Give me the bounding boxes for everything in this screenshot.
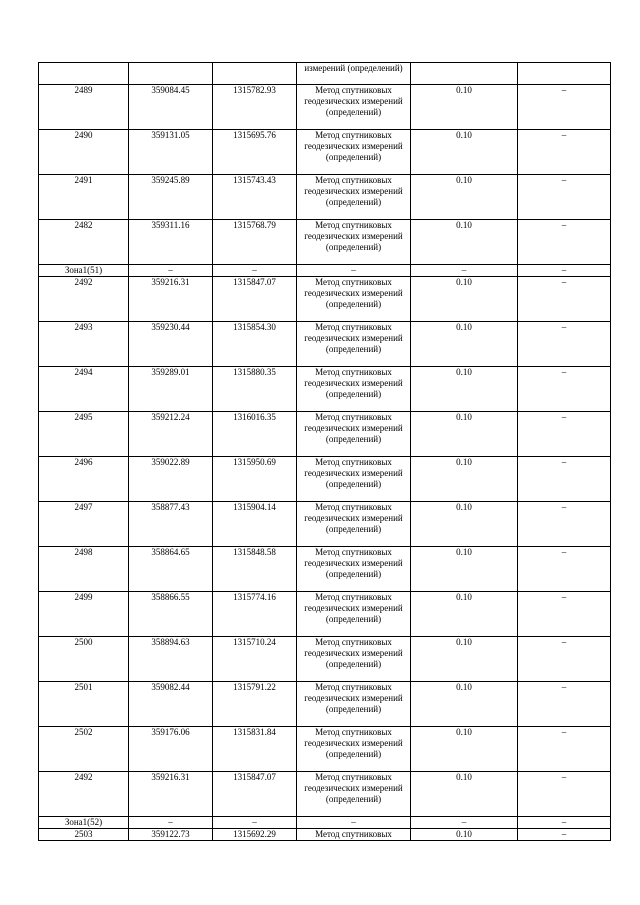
cell-point-id: 2490 [39, 130, 129, 175]
cell-note: – [518, 502, 611, 547]
zone-row [39, 265, 611, 277]
cell-note [518, 63, 611, 85]
cell-y: 1315904.14 [213, 502, 297, 547]
cell-accuracy: 0.10 [411, 502, 518, 547]
cell-point-id: 2491 [39, 175, 129, 220]
cell-x [129, 63, 213, 85]
cell-x: 359176.06 [129, 727, 213, 772]
cell-note: – [518, 817, 611, 829]
cell-y: 1315950.69 [213, 457, 297, 502]
cell-point-id: 2494 [39, 367, 129, 412]
cell-method: Метод спутниковых геодезических измерений (определений) [297, 367, 411, 412]
cell-point-id: 2495 [39, 412, 129, 457]
table-row [39, 637, 611, 682]
cell-x: 359131.05 [129, 130, 213, 175]
cell-note: – [518, 547, 611, 592]
cell-y: 1315847.07 [213, 277, 297, 322]
cell-method: Метод спутниковых геодезических измерений (определений) [297, 130, 411, 175]
cell-x: – [129, 265, 213, 277]
table-row [39, 727, 611, 772]
table-row [39, 322, 611, 367]
cell-x: – [129, 817, 213, 829]
cell-accuracy: 0.10 [411, 727, 518, 772]
table-row [39, 592, 611, 637]
cell-point-id: 2497 [39, 502, 129, 547]
table-row [39, 277, 611, 322]
cell-method: Метод спутниковых геодезических измерений (определений) [297, 277, 411, 322]
cell-note: – [518, 277, 611, 322]
cell-method: Метод спутниковых [297, 829, 411, 841]
cell-x: 359216.31 [129, 772, 213, 817]
cell-note: – [518, 637, 611, 682]
cell-accuracy: 0.10 [411, 277, 518, 322]
cell-point-id: 2503 [39, 829, 129, 841]
cell-accuracy: 0.10 [411, 592, 518, 637]
cell-accuracy: 0.10 [411, 220, 518, 265]
cell-x: 358866.55 [129, 592, 213, 637]
cell-method: Метод спутниковых геодезических измерений (определений) [297, 220, 411, 265]
cell-y: 1315848.58 [213, 547, 297, 592]
cell-note: – [518, 412, 611, 457]
cell-accuracy: 0.10 [411, 772, 518, 817]
table-row [39, 682, 611, 727]
cell-x: 359311.16 [129, 220, 213, 265]
cell-point-id: 2493 [39, 322, 129, 367]
cell-method: Метод спутниковых геодезических измерений (определений) [297, 547, 411, 592]
cell-method: Метод спутниковых геодезических измерений (определений) [297, 727, 411, 772]
cell-note: – [518, 457, 611, 502]
table-row [39, 547, 611, 592]
cell-point-id: 2501 [39, 682, 129, 727]
table-row [39, 772, 611, 817]
table-row [39, 85, 611, 130]
cell-x: 358864.65 [129, 547, 213, 592]
cell-y: 1315854.30 [213, 322, 297, 367]
cell-accuracy: 0.10 [411, 457, 518, 502]
cell-note: – [518, 727, 611, 772]
cell-accuracy: 0.10 [411, 829, 518, 841]
cell-method: Метод спутниковых геодезических измерений (определений) [297, 772, 411, 817]
table-row [39, 502, 611, 547]
cell-y [213, 63, 297, 85]
cell-y: 1315847.07 [213, 772, 297, 817]
coordinates-table [38, 62, 611, 841]
cell-y: 1316016.35 [213, 412, 297, 457]
table-row [39, 829, 611, 841]
cell-note: – [518, 829, 611, 841]
cell-method: Метод спутниковых геодезических измерений (определений) [297, 502, 411, 547]
cell-note: – [518, 175, 611, 220]
cell-note: – [518, 592, 611, 637]
cell-note: – [518, 682, 611, 727]
cell-note: – [518, 265, 611, 277]
cell-y: 1315782.93 [213, 85, 297, 130]
cell-method: измерений (определений) [297, 63, 411, 85]
cell-y: – [213, 265, 297, 277]
cell-method: Метод спутниковых геодезических измерений (определений) [297, 457, 411, 502]
cell-point-id: 2502 [39, 727, 129, 772]
cell-note: – [518, 367, 611, 412]
cell-point-id: 2500 [39, 637, 129, 682]
cell-accuracy: 0.10 [411, 130, 518, 175]
cell-y: 1315695.76 [213, 130, 297, 175]
cell-x: 359289.01 [129, 367, 213, 412]
cell-x: 358894.63 [129, 637, 213, 682]
cell-y: 1315880.35 [213, 367, 297, 412]
cell-accuracy: – [411, 817, 518, 829]
cell-accuracy [411, 63, 518, 85]
cell-accuracy: 0.10 [411, 175, 518, 220]
cell-point-id: Зона1(51) [39, 265, 129, 277]
table-row [39, 412, 611, 457]
cell-accuracy: 0.10 [411, 547, 518, 592]
cell-accuracy: 0.10 [411, 85, 518, 130]
cell-method: – [297, 817, 411, 829]
cell-y: 1315774.16 [213, 592, 297, 637]
cell-x: 359230.44 [129, 322, 213, 367]
cell-y: 1315791.22 [213, 682, 297, 727]
cell-y: – [213, 817, 297, 829]
coordinates-table-body [39, 63, 611, 841]
cell-method: Метод спутниковых геодезических измерений (определений) [297, 682, 411, 727]
cell-point-id: 2489 [39, 85, 129, 130]
cell-accuracy: 0.10 [411, 367, 518, 412]
cell-point-id: Зона1(52) [39, 817, 129, 829]
cell-y: 1315768.79 [213, 220, 297, 265]
zone-row [39, 817, 611, 829]
cell-note: – [518, 772, 611, 817]
cell-method: Метод спутниковых геодезических измерений (определений) [297, 322, 411, 367]
cell-method: Метод спутниковых геодезических измерений (определений) [297, 412, 411, 457]
cell-y: 1315743.43 [213, 175, 297, 220]
cell-method: Метод спутниковых геодезических измерений (определений) [297, 175, 411, 220]
table-row [39, 130, 611, 175]
cell-note: – [518, 220, 611, 265]
cell-x: 359245.89 [129, 175, 213, 220]
cell-method: Метод спутниковых геодезических измерений (определений) [297, 85, 411, 130]
cell-point-id: 2498 [39, 547, 129, 592]
cell-method: Метод спутниковых геодезических измерений (определений) [297, 592, 411, 637]
table-row [39, 367, 611, 412]
cell-point-id: 2499 [39, 592, 129, 637]
cell-y: 1315710.24 [213, 637, 297, 682]
cell-x: 359084.45 [129, 85, 213, 130]
cell-point-id: 2492 [39, 277, 129, 322]
cell-point-id [39, 63, 129, 85]
cell-note: – [518, 85, 611, 130]
cell-point-id: 2496 [39, 457, 129, 502]
cell-point-id: 2492 [39, 772, 129, 817]
cell-accuracy: 0.10 [411, 412, 518, 457]
cell-point-id: 2482 [39, 220, 129, 265]
cell-accuracy: 0.10 [411, 637, 518, 682]
cell-x: 359082.44 [129, 682, 213, 727]
cell-x: 359212.24 [129, 412, 213, 457]
cell-note: – [518, 322, 611, 367]
cell-accuracy: – [411, 265, 518, 277]
cell-method: – [297, 265, 411, 277]
cell-note: – [518, 130, 611, 175]
cell-y: 1315692.29 [213, 829, 297, 841]
cell-x: 359022.89 [129, 457, 213, 502]
table-row [39, 220, 611, 265]
cell-x: 359122.73 [129, 829, 213, 841]
table-row [39, 457, 611, 502]
cell-accuracy: 0.10 [411, 322, 518, 367]
cell-accuracy: 0.10 [411, 682, 518, 727]
cell-x: 358877.43 [129, 502, 213, 547]
table-row [39, 175, 611, 220]
cell-method: Метод спутниковых геодезических измерений (определений) [297, 637, 411, 682]
cell-x: 359216.31 [129, 277, 213, 322]
table-row-fragment [39, 63, 611, 85]
cell-y: 1315831.84 [213, 727, 297, 772]
